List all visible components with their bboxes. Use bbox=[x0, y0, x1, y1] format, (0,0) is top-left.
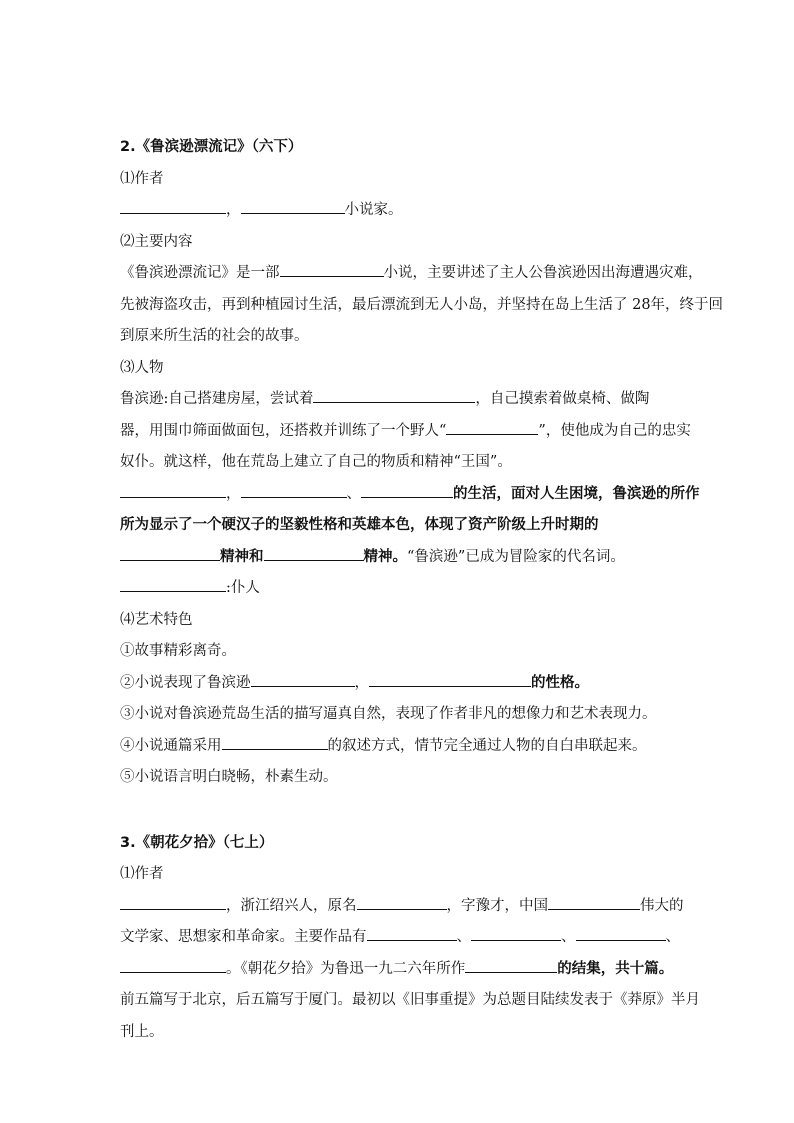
blank[interactable] bbox=[548, 895, 640, 910]
blank[interactable] bbox=[446, 420, 538, 435]
blank[interactable] bbox=[369, 672, 531, 687]
blank[interactable] bbox=[120, 577, 226, 592]
people-line: 精神和 精神。“鲁滨逊”已成为冒险家的代名词。 bbox=[120, 542, 680, 574]
people-line: 器，用围巾筛面做面包，还搭救并训练了一个野人“ ”，使他成为自己的忠实 bbox=[120, 416, 680, 448]
blank[interactable] bbox=[120, 546, 220, 561]
blank[interactable] bbox=[251, 672, 355, 687]
blank[interactable] bbox=[241, 199, 345, 214]
blank[interactable] bbox=[465, 958, 557, 973]
blank[interactable] bbox=[280, 262, 384, 277]
section-3-title: 3.《朝花夕拾》（七上） bbox=[120, 834, 274, 851]
people-line: 奴仆。就这样，他在荒岛上建立了自己的物质和精神“王国”。 bbox=[120, 454, 512, 470]
art-heading: ⑷艺术特色 bbox=[120, 611, 193, 628]
author-line: 前五篇写于北京，后五篇写于厦门。最初以《旧事重提》为总题目陆续发表于《莽原》半月 bbox=[120, 992, 700, 1008]
blank[interactable] bbox=[120, 895, 226, 910]
people-line: :仆人 bbox=[120, 573, 680, 605]
blank[interactable] bbox=[241, 483, 347, 498]
blank[interactable] bbox=[120, 483, 226, 498]
content-line: 先被海盗攻击，再到种植园讨生活，最后漂流到无人小岛，并坚持在岛上生活了 28年，终于回 bbox=[120, 296, 724, 313]
author-line: 刊上。 bbox=[120, 1023, 164, 1040]
section-2-title: 2.《鲁滨逊漂流记》（六下） bbox=[120, 139, 303, 155]
blank[interactable] bbox=[361, 483, 453, 498]
author-line: 文学家、思想家和革命家。主要作品有 、 、 、 bbox=[120, 922, 680, 954]
blank[interactable] bbox=[120, 958, 226, 973]
art-item: ②小说表现了鲁滨逊 ， 的性格。 bbox=[120, 668, 680, 700]
art-item: ①故事精彩离奇。 bbox=[120, 643, 236, 659]
art-item: ③小说对鲁滨逊荒岛生活的描写逼真自然，表现了作者非凡的想像力和艺术表现力。 bbox=[120, 706, 657, 722]
content-line: 《鲁滨逊漂流记》是一部 小说，主要讲述了主人公鲁滨逊因出海遭遇灾难， bbox=[120, 258, 680, 290]
art-item: ④小说通篇采用 的叙述方式，情节完全通过人物的自白串联起来。 bbox=[120, 731, 680, 763]
author-line: ，浙江绍兴人，原名 ，字豫才，中国 伟大的 bbox=[120, 891, 680, 923]
content-heading: ⑵主要内容 bbox=[120, 233, 193, 250]
blank[interactable] bbox=[471, 926, 561, 941]
blank[interactable] bbox=[120, 199, 226, 214]
people-heading: ⑶人物 bbox=[120, 359, 164, 376]
author-line: 。《朝花夕拾》为鲁迅一九二六年所作 的结集，共十篇。 bbox=[120, 954, 680, 986]
blank[interactable] bbox=[357, 895, 447, 910]
people-line: 鲁滨逊:自己搭建房屋，尝试着 ，自己摸索着做桌椅、做陶 bbox=[120, 384, 680, 416]
author-heading: ⑴作者 bbox=[120, 866, 164, 882]
people-line: 所为显示了一个硬汉子的坚毅性格和英雄本色，体现了资产阶级上升时期的 bbox=[120, 517, 599, 533]
document-page bbox=[120, 132, 724, 1048]
blank[interactable] bbox=[313, 388, 475, 403]
author-heading: ⑴作者 bbox=[120, 170, 164, 187]
blank[interactable] bbox=[264, 546, 364, 561]
people-line: ， 、 的生活，面对人生困境，鲁滨逊的所作 bbox=[120, 479, 680, 511]
blank[interactable] bbox=[222, 735, 328, 750]
blank[interactable] bbox=[367, 926, 457, 941]
author-line: ， 小说家。 bbox=[120, 195, 680, 227]
art-item: ⑤小说语言明白晓畅，朴素生动。 bbox=[120, 769, 338, 785]
content-line: 到原来所生活的社会的故事。 bbox=[120, 328, 309, 344]
blank[interactable] bbox=[576, 926, 666, 941]
